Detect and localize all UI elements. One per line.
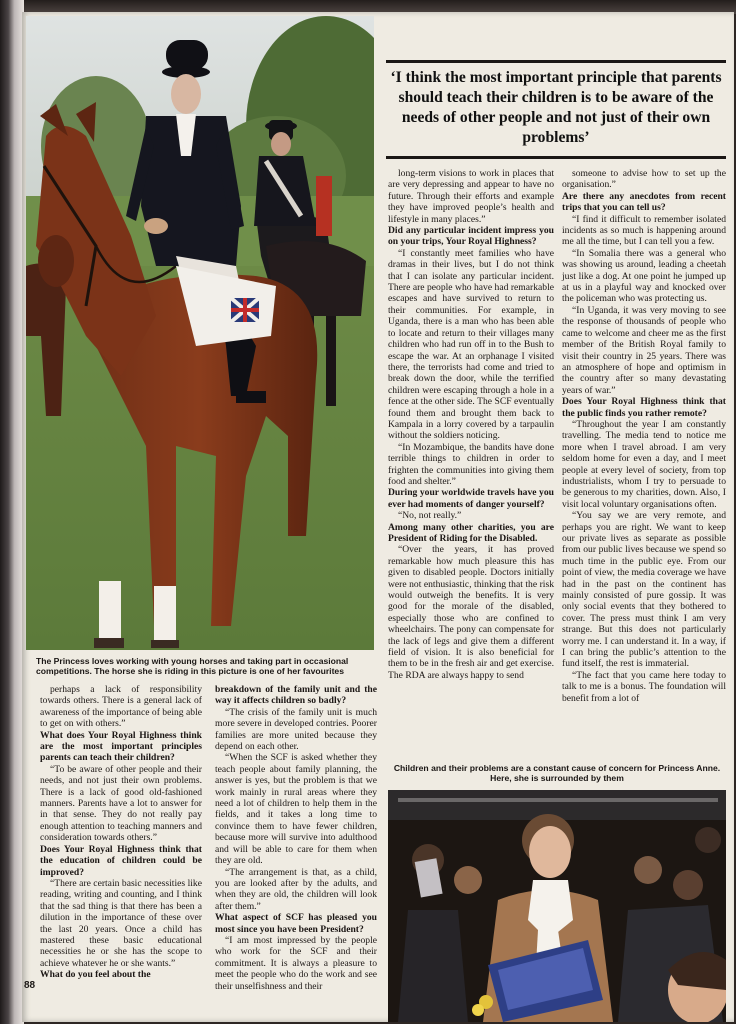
interview-answer: “I constantly meet families who have dramas in their lives, but I do not think that I can isolate any particular incident. There are people who have had remarkable escapes and have survived to return to their communities. For example, in Uganda, there is a man who has been able to locate and return to their villages many children who had run off in to the Bush to escape the war. At an orphanage I visited there, the terrorists had come and tried to break down the door, while the terrified children were escaping through a hole in a fence at the other side. The SCF eventually found them and brought them back to Kampala in a lorry covered by a tarpaulin without the soldiers noticing.: [388, 247, 554, 442]
interview-question: Did any particular incident impress you on your trips, Your Royal Highness?: [388, 225, 554, 248]
interview-answer: “You say we are very remote, and perhaps you are right. We want to keep our private lives as separate as possible from our public lives because we spend so much time in the public eye. From our point of view, the media coverage we have had in the past on the continent has mainly consisted of pure gossip. It was only social events that they bothered to cover. The press must think I am very strange. But this does not particularly worry me. I can understand it. In a way, if I can bring the public’s attention to the fund itself, the rest is immaterial.: [562, 510, 727, 670]
pull-quote-rule-bottom: [386, 156, 726, 159]
interview-question: breakdown of the family unit and the way it affects children so badly?: [215, 684, 377, 707]
page-number: 88: [24, 980, 36, 991]
interview-question: Does Your Royal Highness think that the public finds you rather remote?: [562, 396, 726, 419]
pull-quote: ‘I think the most important principle that parents should teach their children is to be aware of the needs of other people and not just of their own problems’: [390, 69, 722, 146]
interview-question: During your worldwide travels have you ever had moments of danger yourself?: [388, 487, 554, 510]
interview-question: What does Your Royal Highness think are the most important principles parents can teach their children?: [40, 729, 202, 764]
interview-answer: “When the SCF is asked whether they teach people about family planning, the answer is yes, but the problem is that we work mainly in rural areas where they need a lot of children to help them in the fields, and it takes a long time to convince them to have fewer children, because more will survive into adulthood and will be able to care for them when they are old.: [215, 752, 377, 867]
interview-answer: “Over the years, it has proved remarkable how much pleasure this has given to disabled people. Doctors initially were not enthusiastic, thinking that the risk would outweigh the benefits. It is very good for the morale of the disabled, especially those who are confined to wheelchairs. The pony can compensate for the lack of legs and give them a different field of vision. It is also beneficial for them to be in the fresh air and get exercise. The RDA are always happy to send: [388, 544, 554, 681]
interview-answer: “I am most impressed by the people who work for the SCF and their commitment. It is always a pleasure to meet the people who do the work and see their unselfishness and their: [215, 934, 377, 992]
interview-question: What aspect of SCF has pleased you most since you have been President?: [215, 912, 377, 935]
interview-answer: someone to advise how to set up the organisation.”: [562, 168, 726, 191]
text-column-1: [40, 684, 202, 981]
interview-answer: “The crisis of the family unit is much more severe in developed contries. Poorer families are more united because they depend on each other.: [215, 706, 377, 753]
pull-quote-rule-top: [386, 60, 726, 63]
children-photo-caption: Children and their problems are a constant cause of concern for Princess Anne. Here, she is surrounded by them: [393, 763, 721, 783]
photo-princess-on-horse: [26, 16, 374, 650]
interview-answer: perhaps a lack of responsibility towards others. There is a general lack of awareness of the importance of being able to get on with others.”: [40, 684, 202, 730]
interview-question: What do you feel about the: [40, 969, 151, 981]
text-column-4: [562, 168, 726, 704]
interview-answer: long-term visions to work in places that are very depressing and appear to have no future. Through their efforts and example they have improved people’s health and lifestyle in many places.”: [388, 168, 554, 225]
interview-question: Are there any anecdotes from recent trips that you can tell us?: [562, 190, 726, 214]
interview-answer: “In Mozambique, the bandits have done terrible things to children in order to frighten the communities into giving them food and shelter.”: [388, 441, 554, 487]
text-column-2: [215, 684, 377, 992]
interview-answer: “I find it difficult to remember isolated incidents as so much is happening around me all the time, but I can tell you a few.: [562, 213, 726, 248]
interview-answer: “There are certain basic necessities like reading, writing and counting, and I think that the sad thing is that there has been a dilution in the importance of these over the last 20 years. Once a child has mastered these basic educational necessities he or she has the scope to achieve whatever he or she wants.”: [40, 877, 202, 969]
interview-answer: “In Somalia there was a general who was showing us around, leading a cheetah just like a dog. At one point he jumped up at us in a playful way and knocked over the policeman who was protecting us.: [562, 247, 726, 305]
text-column-3: [388, 168, 554, 681]
interview-question: Does Your Royal Highness think that the education of children could be improved?: [40, 843, 202, 878]
interview-answer: “The fact that you came here today to talk to me is a bonus. The foundation will benefit from a lot of: [562, 669, 726, 704]
binding-spine: [0, 0, 24, 1024]
interview-answer: “In Uganda, it was very moving to see the response of thousands of people who came to welcome and cheer me as the first member of the British Royal family to visit their country in 25 years. There was an atmosphere of hope and optimism in the country after so many devastating years of war.”: [562, 304, 726, 396]
interview-answer: “The arrangement is that, as a child, you are looked after by the adults, and when they are old, the children will look after them.”: [215, 866, 377, 912]
horse-photo-caption: The Princess loves working with young horses and taking part in occasional competitions. The horse she is riding in this picture is one of her favourites: [36, 656, 349, 676]
interview-answer: “No, not really.”: [398, 510, 462, 522]
interview-answer: “Throughout the year I am constantly travelling. The media tend to notice me more when I travel abroad. I am very seldom home for even a day, and I meet people at every level of society, from top industrialists, whom I try to persuade to be generous to my charities, down. Also, I visit local voluntary organisations often.: [562, 418, 726, 510]
interview-answer: “To be aware of other people and their needs, and not just their own problems. There is a lack of good old-fashioned manners. Parents have a lot to answer for in that sense. They do not really pay enough attention to teaching manners and consideration towards others.”: [40, 763, 202, 844]
interview-question: Among many other charities, you are President of Riding for the Disabled.: [388, 521, 554, 544]
photo-princess-with-children: [388, 790, 726, 1022]
